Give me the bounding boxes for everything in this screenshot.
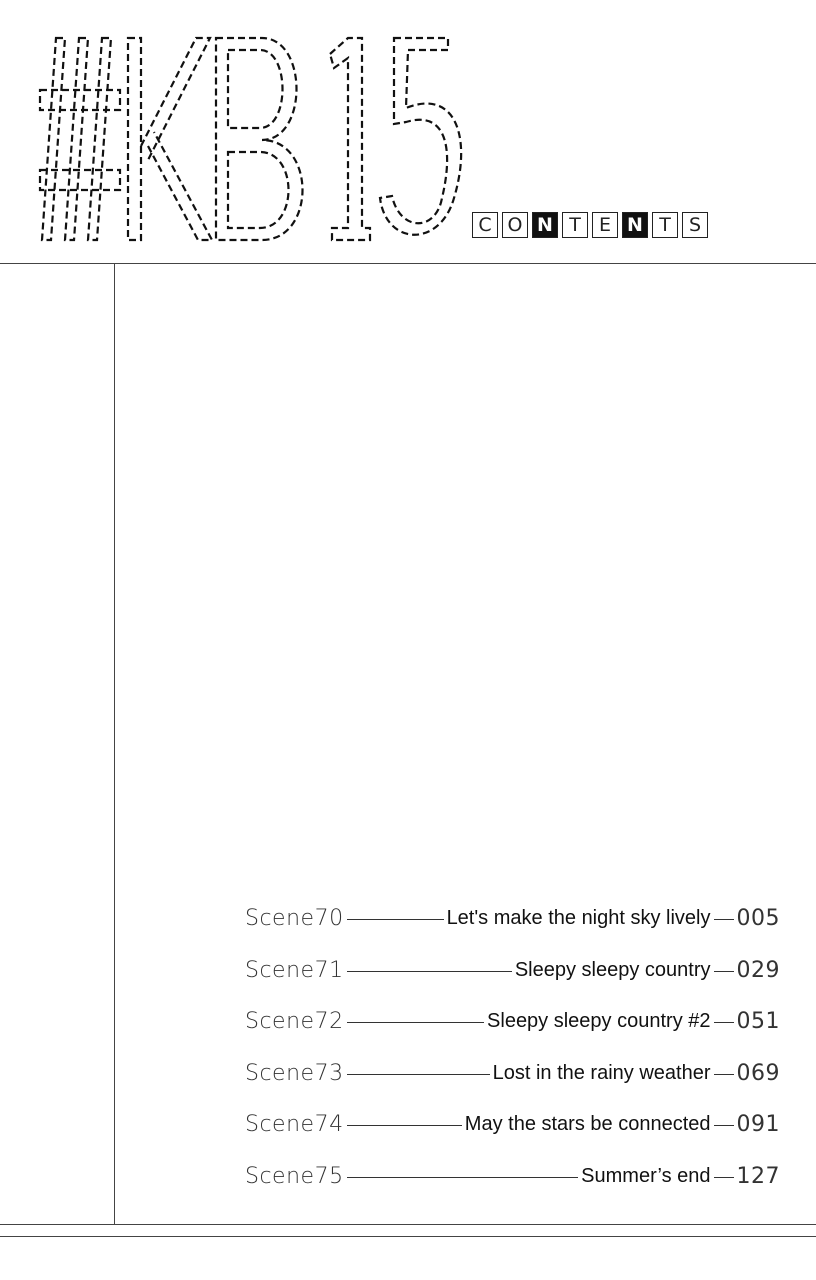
- dot-leader: [347, 971, 512, 972]
- toc-entry[interactable]: [245, 1048, 780, 1100]
- scene-number: Scene75: [245, 1163, 344, 1189]
- page-number: 127: [736, 1163, 780, 1189]
- dot-leader: [347, 1125, 462, 1126]
- contents-letter-box: T: [562, 212, 588, 238]
- contents-letter-box: T: [652, 212, 678, 238]
- page-number: 091: [736, 1112, 780, 1138]
- chapter-title: May the stars be connected: [464, 1113, 711, 1136]
- contents-letter-box: S: [682, 212, 708, 238]
- page-number: 069: [736, 1060, 780, 1086]
- chapter-title: Sleepy sleepy country: [514, 958, 711, 981]
- chapter-title: Sleepy sleepy country #2: [487, 1010, 711, 1033]
- contents-letter-box: E: [592, 212, 618, 238]
- dot-leader: [714, 971, 734, 972]
- toc-entry[interactable]: [245, 1099, 780, 1151]
- toc-entry[interactable]: [245, 945, 780, 997]
- dot-leader: [347, 1177, 579, 1178]
- dot-leader: [714, 1177, 734, 1178]
- scene-number: Scene74: [245, 1112, 344, 1138]
- page-number: 005: [736, 906, 780, 932]
- dot-leader: [714, 1022, 734, 1023]
- page-number: 051: [736, 1009, 780, 1035]
- toc-entry[interactable]: [245, 1151, 780, 1203]
- volume-title-logo: [36, 28, 476, 248]
- chapter-title: Let's make the night sky lively: [446, 907, 711, 930]
- margin-rule: [114, 264, 115, 1225]
- scene-number: Scene70: [245, 906, 344, 932]
- footer-rule-upper: [0, 1224, 816, 1225]
- scene-number: Scene71: [245, 957, 344, 983]
- toc-entry[interactable]: [245, 996, 780, 1048]
- scene-number: Scene73: [245, 1060, 344, 1086]
- dot-leader: [714, 1125, 734, 1126]
- contents-heading: [472, 212, 708, 238]
- footer-rule-lower: [0, 1236, 816, 1237]
- dot-leader: [347, 919, 444, 920]
- contents-letter-box: O: [502, 212, 528, 238]
- dot-leader: [714, 1074, 734, 1075]
- contents-letter-box: N: [532, 212, 558, 238]
- scene-number: Scene72: [245, 1009, 344, 1035]
- chapter-title: Lost in the rainy weather: [492, 1061, 711, 1084]
- header-divider: [0, 263, 816, 264]
- chapter-title: Summer’s end: [581, 1164, 711, 1187]
- dot-leader: [347, 1074, 490, 1075]
- table-of-contents: [245, 893, 780, 1202]
- page-number: 029: [736, 957, 780, 983]
- contents-letter-box: C: [472, 212, 498, 238]
- dot-leader: [714, 919, 734, 920]
- dot-leader: [347, 1022, 484, 1023]
- contents-letter-box: N: [622, 212, 648, 238]
- toc-entry[interactable]: [245, 893, 780, 945]
